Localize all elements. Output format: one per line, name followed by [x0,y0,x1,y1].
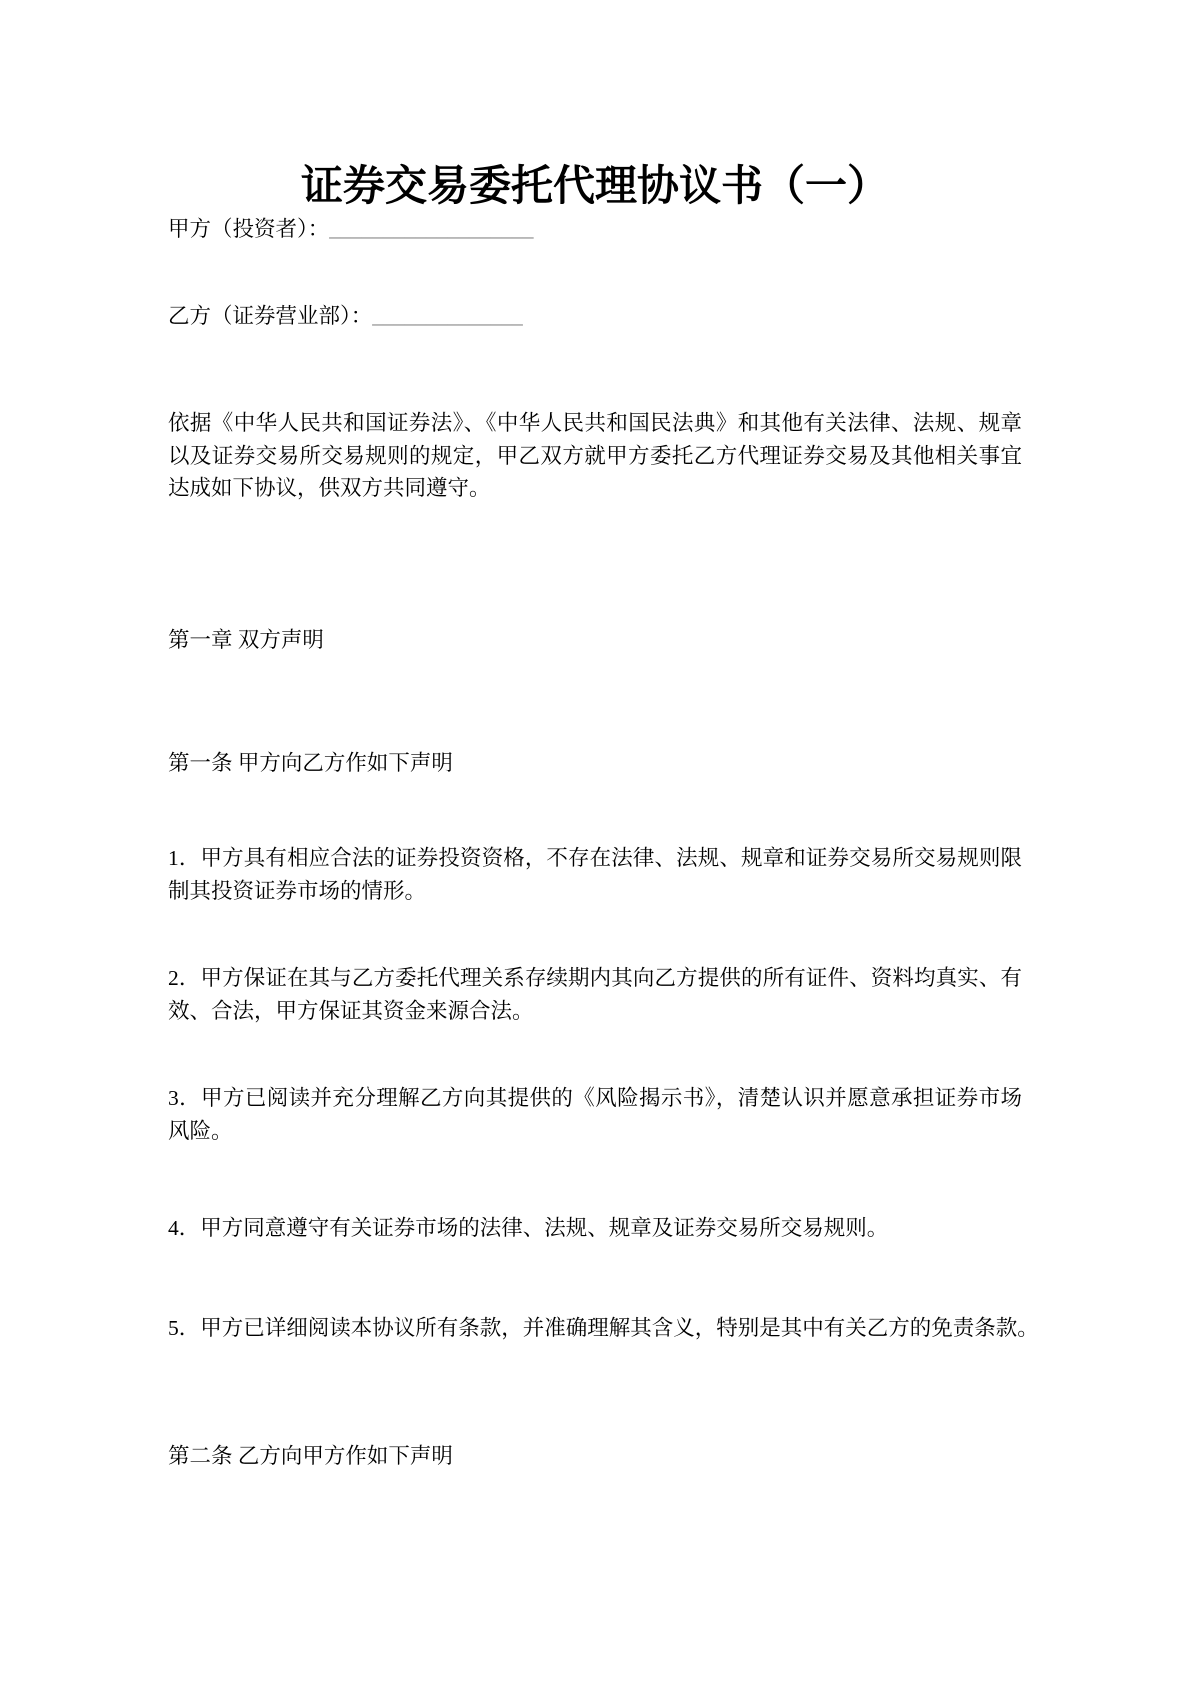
party-b-label: 乙方（证券营业部）： [168,304,373,328]
declaration-item-3: 3．甲方已阅读并充分理解乙方向其提供的《风险揭示书》，清楚认识并愿意承担证券市场风险。 [168,1086,1022,1143]
article-2-heading: 第二条 乙方向甲方作如下声明 [168,1444,453,1468]
chapter-1-heading: 第一章 双方声明 [168,628,324,652]
declaration-item-2: 2．甲方保证在其与乙方委托代理关系存续期内其向乙方提供的所有证件、资料均真实、有效、合法，甲方保证其资金来源合法。 [168,966,1022,1023]
party-b-line [168,300,1022,333]
document-title: 证券交易委托代理协议书（一） [300,162,889,209]
party-a-label: 甲方（投资者）： [168,217,330,241]
party-a-line [168,213,1022,246]
declaration-item-1: 1．甲方具有相应合法的证券投资资格，不存在法律、法规、规章和证券交易所交易规则限制其投资证券市场的情形。 [168,846,1022,903]
declaration-item-5: 5．甲方已详细阅读本协议所有条款，并准确理解其含义，特别是其中有关乙方的免责条款。 [168,1316,1039,1340]
party-b-blank-line: ______________ [372,304,523,328]
intro-paragraph: 依据《中华人民共和国证券法》、《中华人民共和国民法典》和其他有关法律、法规、规章以及证券交易所交易规则的规定，甲乙双方就甲方委托乙方代理证券交易及其他相关事宜达成如下协议，供双方共同遵守。 [168,411,1022,500]
declaration-item-4: 4．甲方同意遵守有关证券市场的法律、法规、规章及证券交易所交易规则。 [168,1216,889,1240]
article-1-heading: 第一条 甲方向乙方作如下声明 [168,751,453,775]
party-a-blank-line: ___________________ [329,217,534,241]
